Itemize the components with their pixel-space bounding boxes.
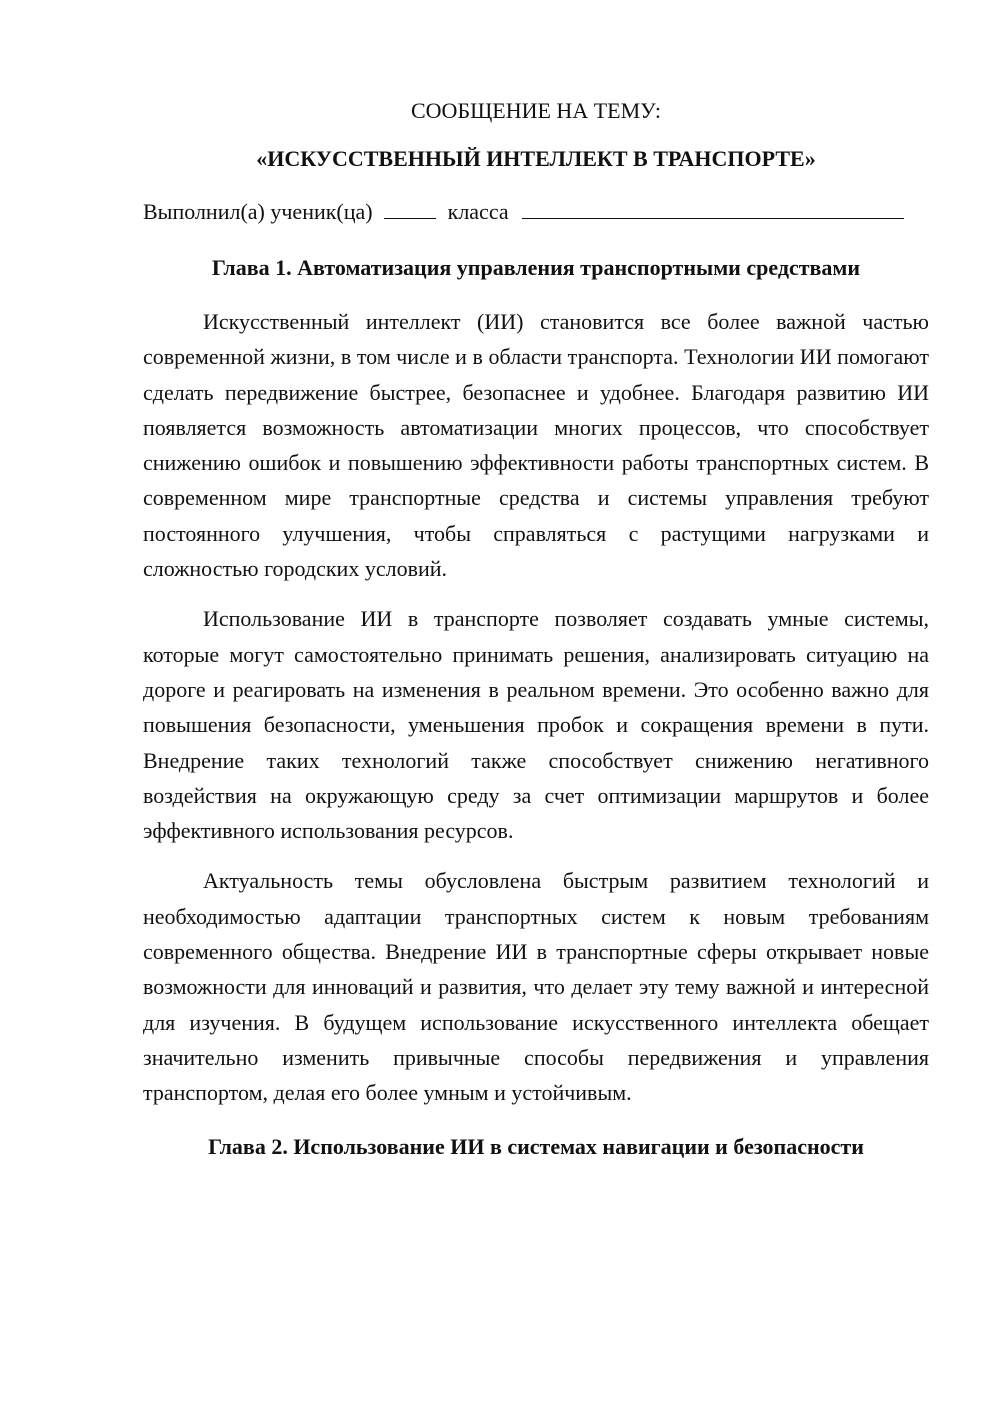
- document-title: «ИСКУССТВЕННЫЙ ИНТЕЛЛЕКТ В ТРАНСПОРТЕ»: [256, 146, 816, 171]
- paragraph-3: Актуальность темы обусловлена быстрым развитием технологий и необходимостью адаптации транспортных систем к новым требованиям современного общества. Внедрение ИИ в транспортные сферы открывает новые возможности для инноваций и развития, что делает эту тему важной и интересной для изучения. В будущем использование искусственного интеллекта обещает значительно изменить привычные способы передвижения и управления транспортом, делая его более умным и устойчивым.: [143, 868, 929, 1106]
- grade-blank-line: [384, 199, 436, 219]
- paragraph-2: Использование ИИ в транспорте позволяет создавать умные системы, которые могут самостоятельно принимать решения, анализировать ситуацию на дороге и реагировать на изменения в реальном времени. Это особенно важно для повышения безопасности, уменьшения пробок и сокращения времени в пути. Внедрение таких технологий также способствует снижению негативного воздействия на окружающую среду за счет оптимизации маршрутов и более эффективного использования ресурсов.: [143, 606, 929, 844]
- paragraph-1: Искусственный интеллект (ИИ) становится все более важной частью современной жизни, в том числе и в области транспорта. Технологии ИИ помогают сделать передвижение быстрее, безопаснее и удобнее. Благодаря развитию ИИ появляется возможность автоматизации многих процессов, что способствует снижению ошибок и повышению эффективности работы транспортных систем. В современном мире транспортные средства и системы управления требуют постоянного улучшения, чтобы справляться с растущими нагрузками и сложностью городских условий.: [143, 309, 929, 582]
- document-content: [143, 93, 929, 1165]
- author-line: [143, 194, 929, 230]
- chapter-1-title: Глава 1. Автоматизация управления транспортными средствами: [211, 255, 861, 280]
- class-blank-line: [522, 199, 904, 219]
- author-prefix: Выполнил(а) ученик(ца): [143, 199, 373, 224]
- chapter-2-title: Глава 2. Использование ИИ в системах навигации и безопасности: [208, 1133, 864, 1159]
- document-heading: СООБЩЕНИЕ НА ТЕМУ:: [411, 98, 661, 123]
- author-class-word: класса: [447, 199, 509, 224]
